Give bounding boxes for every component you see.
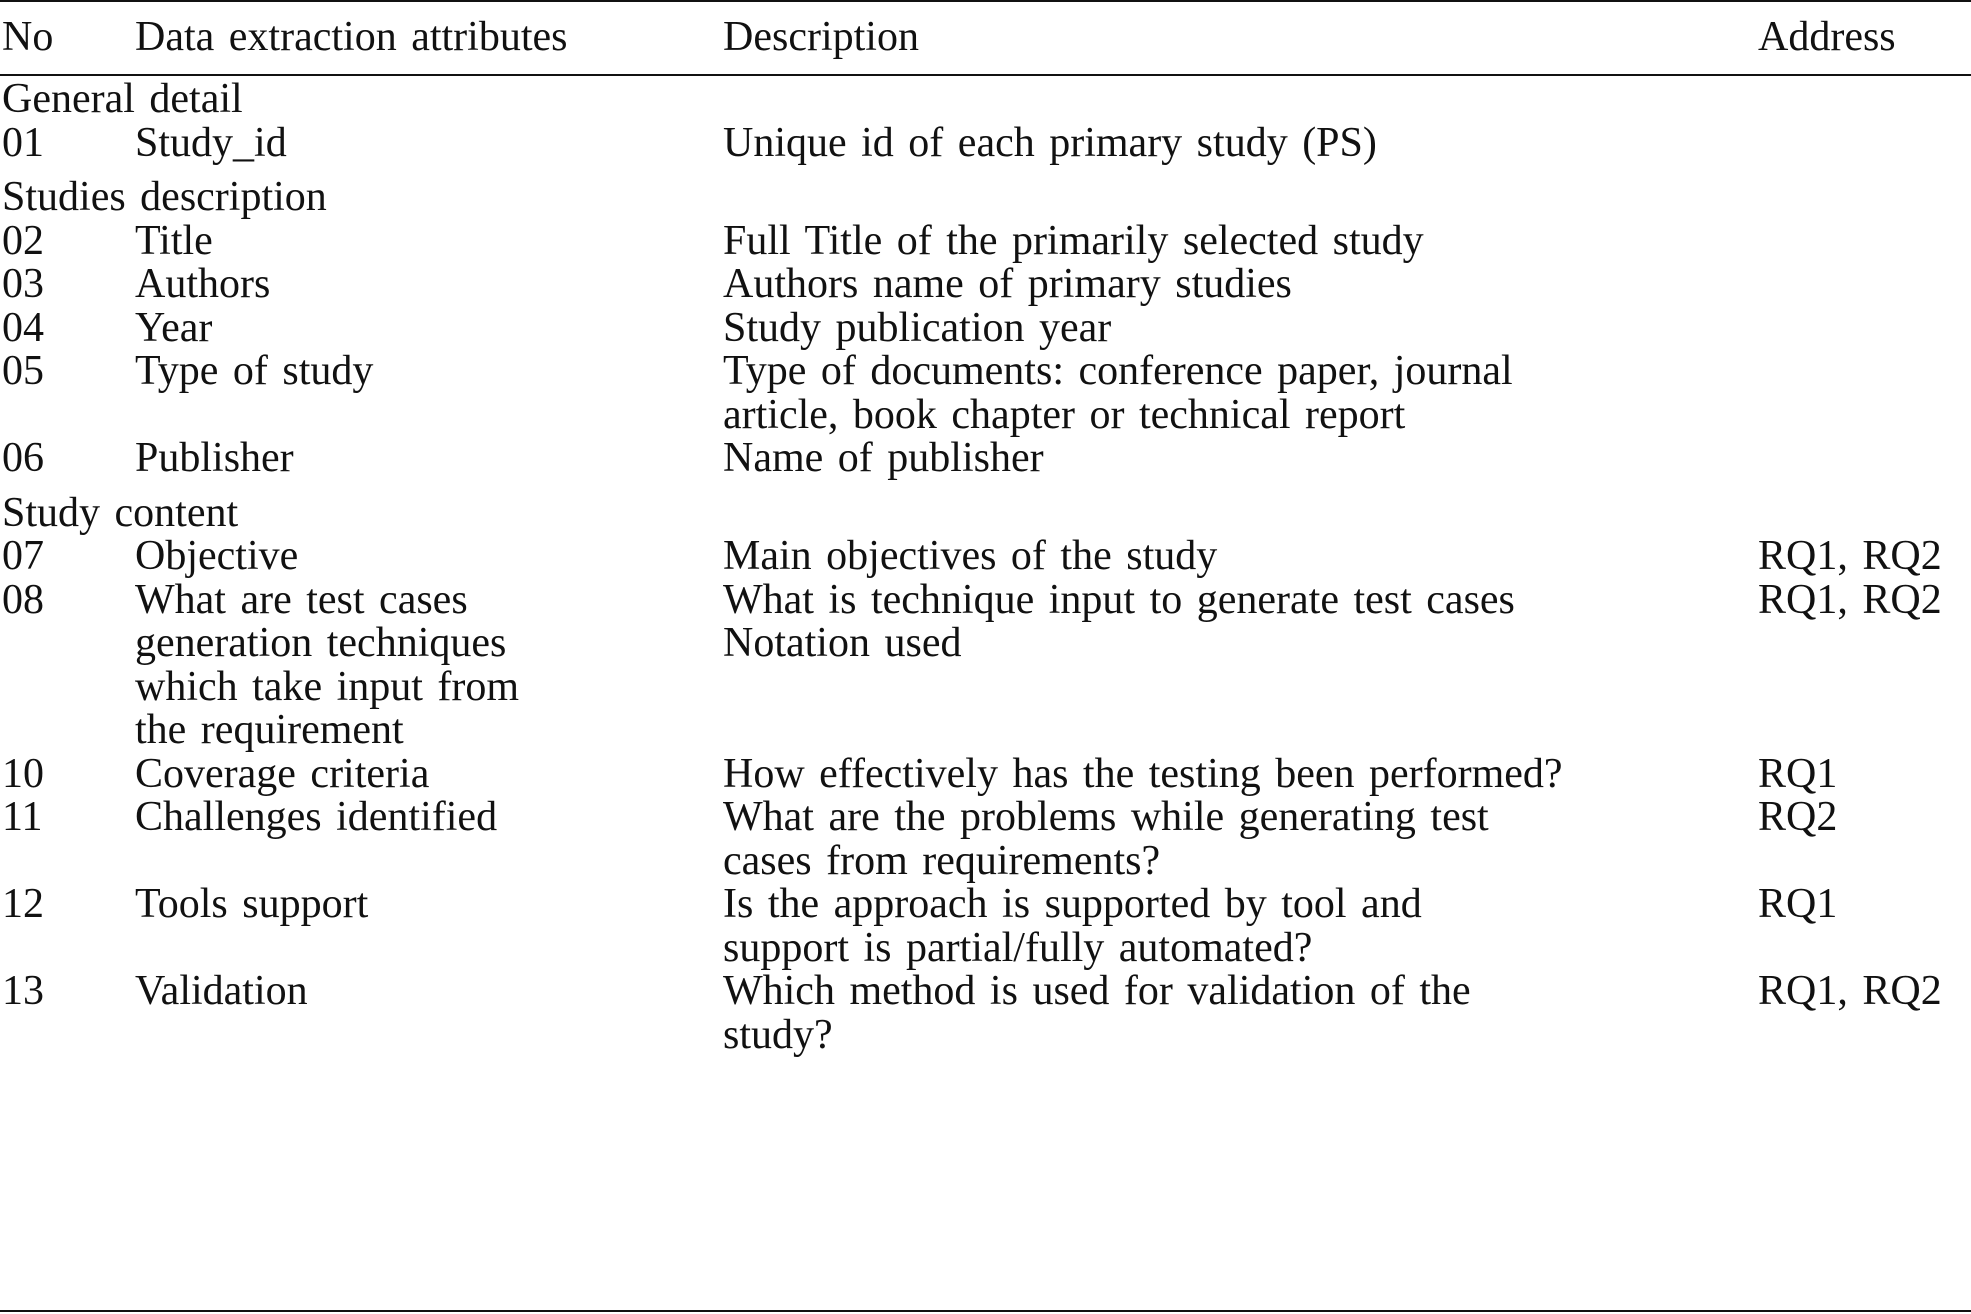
description-line: Authors name of primary studies xyxy=(723,261,1292,307)
cell-no: 01 xyxy=(2,119,44,166)
header-attribute: Data extraction attributes xyxy=(135,14,568,60)
cell-address: RQ1, RQ2 xyxy=(1758,968,1942,1014)
cell-description xyxy=(723,535,1733,579)
cell-no: 07 xyxy=(2,533,44,579)
description-line: Is the approach is supported by tool and xyxy=(723,881,1422,927)
attribute-line: Type of study xyxy=(135,348,374,394)
header-description: Description xyxy=(723,14,919,60)
description-line: Notation used xyxy=(723,620,962,666)
section-title: Study content xyxy=(2,489,239,536)
cell-no: 08 xyxy=(2,576,44,623)
cell-description xyxy=(723,970,1733,1057)
cell-address: RQ1, RQ2 xyxy=(1758,576,1942,623)
cell-attribute xyxy=(135,437,725,481)
cell-description xyxy=(723,796,1733,883)
cell-no: 11 xyxy=(2,794,43,840)
description-line: What is technique input to generate test cases xyxy=(723,576,1515,623)
cell-address: RQ1 xyxy=(1758,881,1838,927)
attribute-line: Objective xyxy=(135,533,299,579)
section-title: General detail xyxy=(2,76,243,122)
attribute-line: Validation xyxy=(135,968,308,1014)
attribute-line: which take input from xyxy=(135,663,520,710)
attribute-line: generation techniques xyxy=(135,620,507,666)
cell-attribute xyxy=(135,217,725,264)
cell-no: 13 xyxy=(2,968,44,1014)
cell-description xyxy=(723,119,1733,166)
cell-address: RQ2 xyxy=(1758,794,1838,840)
attribute-line: Tools support xyxy=(135,881,369,927)
description-line: Unique id of each primary study (PS) xyxy=(723,119,1377,166)
cell-no: 06 xyxy=(2,435,44,481)
cell-no: 03 xyxy=(2,261,44,307)
description-line: Full Title of the primarily selected study xyxy=(723,217,1424,264)
description-line: Main objectives of the study xyxy=(723,533,1218,579)
description-line: cases from requirements? xyxy=(723,837,1161,884)
cell-description xyxy=(723,576,1733,666)
cell-address: RQ1 xyxy=(1758,750,1838,797)
attribute-line: Publisher xyxy=(135,435,294,481)
cell-attribute xyxy=(135,576,725,753)
cell-attribute xyxy=(135,263,725,307)
description-line: Study publication year xyxy=(723,304,1112,351)
attribute-line: Title xyxy=(135,217,213,264)
cell-description xyxy=(723,437,1733,481)
cell-description xyxy=(723,263,1733,307)
cell-attribute xyxy=(135,750,725,797)
cell-attribute xyxy=(135,304,725,351)
attribute-line: Challenges identified xyxy=(135,794,498,840)
cell-no: 10 xyxy=(2,750,44,797)
cell-attribute xyxy=(135,119,725,166)
cell-no: 02 xyxy=(2,217,44,264)
section-title: Studies description xyxy=(2,174,327,220)
header-no: No xyxy=(2,14,54,60)
description-line: Name of publisher xyxy=(723,435,1044,481)
cell-attribute xyxy=(135,535,725,579)
attribute-line: Authors xyxy=(135,261,271,307)
cell-attribute xyxy=(135,350,725,394)
attribute-line: the requirement xyxy=(135,707,404,753)
cell-description xyxy=(723,217,1733,264)
cell-attribute xyxy=(135,796,725,840)
cell-no: 05 xyxy=(2,348,44,394)
description-line: What are the problems while generating test xyxy=(723,794,1489,840)
cell-no: 04 xyxy=(2,304,44,351)
description-line: study? xyxy=(723,1011,833,1058)
cell-address: RQ1, RQ2 xyxy=(1758,533,1942,579)
header-address: Address xyxy=(1758,14,1896,60)
description-line: article, book chapter or technical report xyxy=(723,391,1406,438)
cell-attribute xyxy=(135,970,725,1014)
attribute-line: Study_id xyxy=(135,119,287,166)
description-line: How effectively has the testing been performed? xyxy=(723,750,1563,797)
description-line: Which method is used for validation of the xyxy=(723,968,1471,1014)
cell-description xyxy=(723,883,1733,970)
attribute-line: Coverage criteria xyxy=(135,750,430,797)
description-line: Type of documents: conference paper, journal xyxy=(723,348,1513,394)
cell-description xyxy=(723,304,1733,351)
attribute-line: Year xyxy=(135,304,213,351)
cell-attribute xyxy=(135,883,725,927)
cell-description xyxy=(723,350,1733,437)
cell-description xyxy=(723,750,1733,797)
description-line: support is partial/fully automated? xyxy=(723,924,1313,971)
attribute-line: What are test cases xyxy=(135,576,468,623)
cell-no: 12 xyxy=(2,881,44,927)
